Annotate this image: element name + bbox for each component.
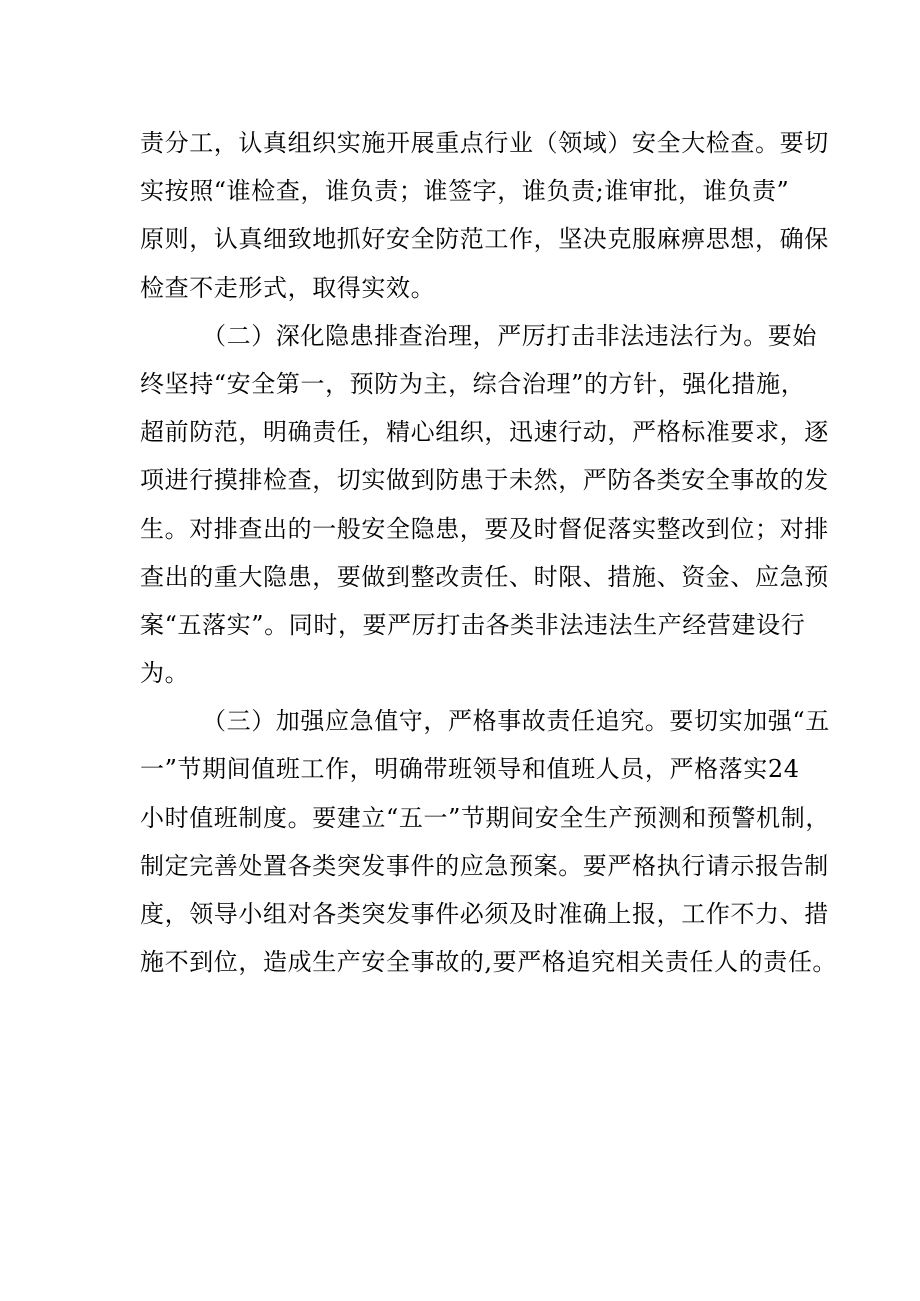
text-line: 实按照“谁检查，谁负责；谁签字，谁负责;谁审批，谁负责” [140,177,790,206]
text-line: （三）加强应急值守，严格事故责任追究。要切实加强“五 [202,707,830,736]
text-line: 为。 [140,659,190,688]
text-line: 超前防范，明确责任，精心组织，迅速行动，严格标准要求，逐 [140,418,829,447]
text-line: 查出的重大隐患，要做到整改责任、时限、措施、资金、应急预 [140,562,829,591]
text-line: 一”节期间值班工作，明确带班领导和值班人员，严格落实24 [140,755,800,784]
text-line: 度，领导小组对各类突发事件必须及时准确上报，工作不力、措 [140,900,829,928]
text-line: （二）深化隐患排查治理，严厉打击非法违法行为。要始 [202,321,817,350]
text-line: 检查不走形式，取得实效。 [140,273,436,302]
text-line: 施不到位，造成生产安全事故的,要严格追究相关责任人的责任。 [140,948,838,977]
body-text [140,119,838,986]
text-line: 小时值班制度。要建立“五一”节期间安全生产预测和预警机制， [140,803,830,832]
text-line: 制定完善处置各类突发事件的应急预案。要严格执行请示报告制 [140,851,829,880]
text-line: 项进行摸排检查，切实做到防患于未然，严防各类安全事故的发 [140,466,829,495]
paragraph-section-3 [140,697,838,986]
text-line: 生。对排查出的一般安全隐患，要及时督促落实整改到位；对排 [140,514,829,543]
paragraph-section-2 [140,312,829,698]
text-line: 责分工，认真组织实施开展重点行业（领域）安全大检查。要切 [140,129,829,157]
text-line: 终坚持“安全第一，预防为主，综合治理”的方针，强化措施， [140,369,806,398]
text-line: 案“五落实”。同时，要严厉打击各类非法违法生产经营建设行 [140,610,806,639]
paragraph-continuation [140,119,829,312]
text-line: 原则，认真细致地抓好安全防范工作，坚决克服麻痹思想，确保 [140,225,829,254]
